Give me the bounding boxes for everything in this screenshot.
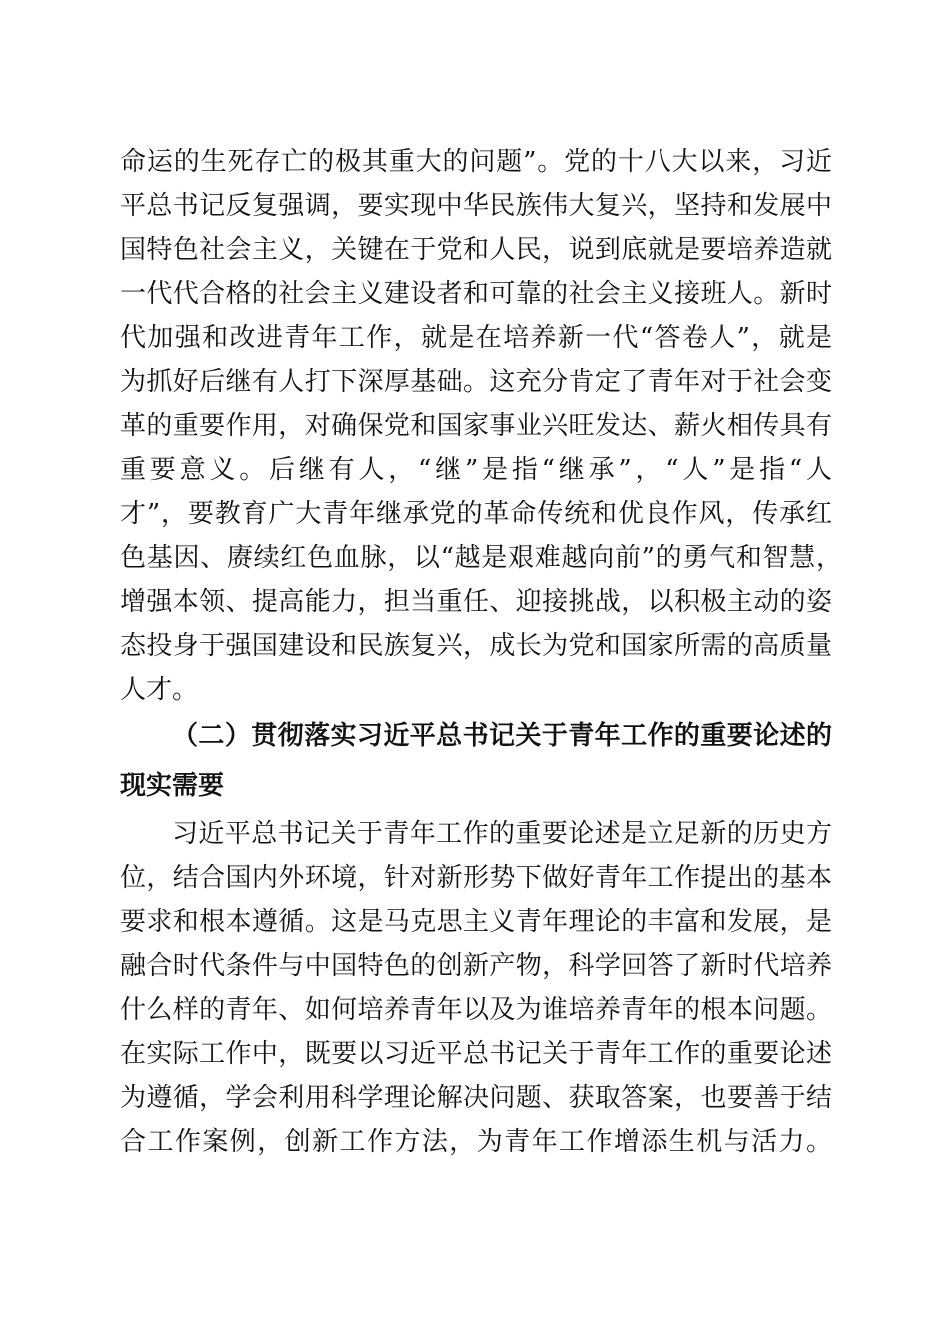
- paragraph-line: 代加强和改进青年工作，就是在培养新一代“答卷人”，就是: [120, 323, 832, 353]
- paragraph-line: 位，结合国内外环境，针对新形势下做好青年工作提出的基本: [120, 863, 832, 893]
- paragraph-line: 增强本领、提高能力，担当重任、迎接挑战，以积极主动的姿: [120, 587, 832, 617]
- heading-line: （二）贯彻落实习近平总书记关于青年工作的重要论述的: [172, 721, 832, 751]
- paragraph-line: 融合时代条件与中国特色的创新产物，科学回答了新时代培养: [120, 951, 832, 981]
- paragraph-line: 为抓好后继有人打下深厚基础。这充分肯定了青年对于社会变: [120, 367, 832, 397]
- paragraph-line: 什么样的青年、如何培养青年以及为谁培养青年的根本问题。: [120, 995, 832, 1025]
- paragraph-line: 才”，要教育广大青年继承党的革命传统和优良作风，传承红: [120, 499, 832, 529]
- paragraph-line: 人才。: [120, 675, 199, 705]
- heading-line: 现实需要: [120, 771, 225, 801]
- paragraph-line: 态投身于强国建设和民族复兴，成长为党和国家所需的高质量: [120, 631, 832, 661]
- paragraph-line: 为遵循，学会利用科学理论解决问题、获取答案，也要善于结: [120, 1083, 832, 1113]
- paragraph-line: 平总书记反复强调，要实现中华民族伟大复兴，坚持和发展中: [120, 191, 832, 221]
- paragraph-line: 在实际工作中，既要以习近平总书记关于青年工作的重要论述: [120, 1039, 832, 1069]
- paragraph-line: 重要意义。后继有人，“继”是指“继承”，“人”是指“人: [120, 455, 832, 485]
- paragraph-line: 革的重要作用，对确保党和国家事业兴旺发达、薪火相传具有: [120, 411, 832, 441]
- paragraph-line: 合工作案例，创新工作方法，为青年工作增添生机与活力。: [120, 1127, 832, 1157]
- paragraph-line: 一代代合格的社会主义建设者和可靠的社会主义接班人。新时: [120, 279, 832, 309]
- paragraph-line: 习近平总书记关于青年工作的重要论述是立足新的历史方: [172, 819, 832, 849]
- paragraph-line: 色基因、赓续红色血脉，以“越是艰难越向前”的勇气和智慧，: [120, 543, 842, 573]
- paragraph-line: 要求和根本遵循。这是马克思主义青年理论的丰富和发展，是: [120, 907, 832, 937]
- paragraph-line: 命运的生死存亡的极其重大的问题”。党的十八大以来，习近: [120, 147, 832, 177]
- paragraph-line: 国特色社会主义，关键在于党和人民，说到底就是要培养造就: [120, 235, 832, 265]
